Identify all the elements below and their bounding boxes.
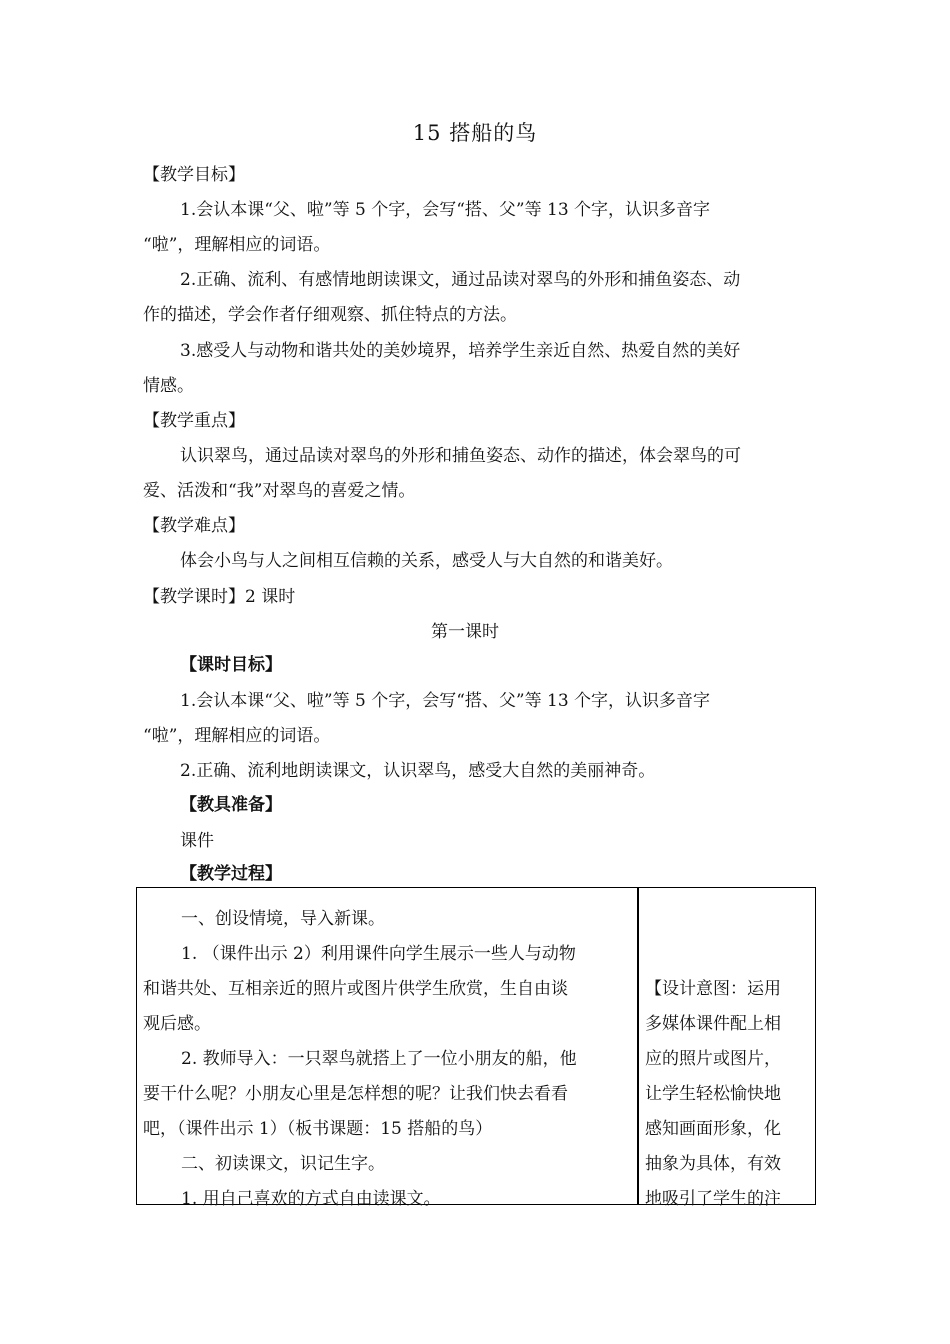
table-left-line: 1. （课件出示 2）利用课件向学生展示一些人与动物 [181, 944, 576, 964]
goals-line: 3.感受人与动物和谐共处的美妙境界，培养学生亲近自然、热爱自然的美好 [180, 341, 741, 361]
table-right-line: 感知画面形象，化 [645, 1119, 781, 1139]
key-points-line: 爱、活泼和“我”对翠鸟的喜爱之情。 [143, 481, 416, 501]
table-left-line: 和谐共处、互相亲近的照片或图片供学生欣赏，生自由谈 [143, 979, 568, 999]
column-divider [637, 888, 639, 1204]
goals-line: “啦”，理解相应的词语。 [143, 235, 331, 255]
periods-line: 【教学课时】2 课时 [143, 587, 296, 607]
table-right-line: 【设计意图：运用 [645, 979, 781, 999]
goals-line: 2.正确、流利、有感情地朗读课文，通过品读对翠鸟的外形和捕鱼姿态、动 [180, 270, 741, 290]
goals-heading: 【教学目标】 [143, 165, 245, 185]
goals-line: 情感。 [143, 376, 194, 396]
table-left-line: 一、创设情境，导入新课。 [181, 909, 385, 929]
lesson-title: 15 搭船的鸟 [412, 121, 538, 145]
prep-heading: 【教具准备】 [180, 795, 282, 815]
table-right-line: 让学生轻松愉快地 [645, 1084, 781, 1104]
difficulties-line: 体会小鸟与人之间相互信赖的关系，感受人与大自然的和谐美好。 [180, 551, 673, 571]
table-left-line: 1. 用自己喜欢的方式自由读课文。 [181, 1189, 441, 1209]
lesson-goals-line: 1.会认本课“父、啦”等 5 个字，会写“搭、父”等 13 个字，认识多音字 [180, 691, 711, 711]
table-left-line: 吧，（课件出示 1）（板书课题：15 搭船的鸟） [143, 1119, 493, 1139]
key-points-heading: 【教学重点】 [143, 411, 245, 431]
lesson-goals-line: 2.正确、流利地朗读课文，认识翠鸟，感受大自然的美丽神奇。 [180, 761, 656, 781]
process-heading: 【教学过程】 [180, 864, 282, 884]
goals-line: 1.会认本课“父、啦”等 5 个字，会写“搭、父”等 13 个字，认识多音字 [180, 200, 711, 220]
table-right-line: 地吸引了学生的注 [645, 1189, 781, 1209]
table-left-line: 要干什么呢？小朋友心里是怎样想的呢？让我们快去看看 [143, 1084, 568, 1104]
first-period-heading: 第一课时 [431, 622, 499, 642]
table-right-line: 应的照片或图片， [645, 1049, 781, 1069]
goals-line: 作的描述，学会作者仔细观察、抓住特点的方法。 [143, 305, 517, 325]
difficulties-heading: 【教学难点】 [143, 516, 245, 536]
key-points-line: 认识翠鸟，通过品读对翠鸟的外形和捕鱼姿态、动作的描述，体会翠鸟的可 [180, 446, 741, 466]
table-right-line: 抽象为具体，有效 [645, 1154, 781, 1174]
table-left-line: 二、初读课文，识记生字。 [181, 1154, 385, 1174]
table-left-line: 2. 教师导入：一只翠鸟就搭上了一位小朋友的船，他 [181, 1049, 577, 1069]
lesson-goals-heading: 【课时目标】 [180, 655, 282, 675]
lesson-goals-line: “啦”，理解相应的词语。 [143, 726, 331, 746]
table-left-line: 观后感。 [143, 1014, 211, 1034]
process-table [136, 887, 816, 1209]
prep-text: 课件 [180, 831, 214, 851]
table-right-line: 多媒体课件配上相 [645, 1014, 781, 1034]
